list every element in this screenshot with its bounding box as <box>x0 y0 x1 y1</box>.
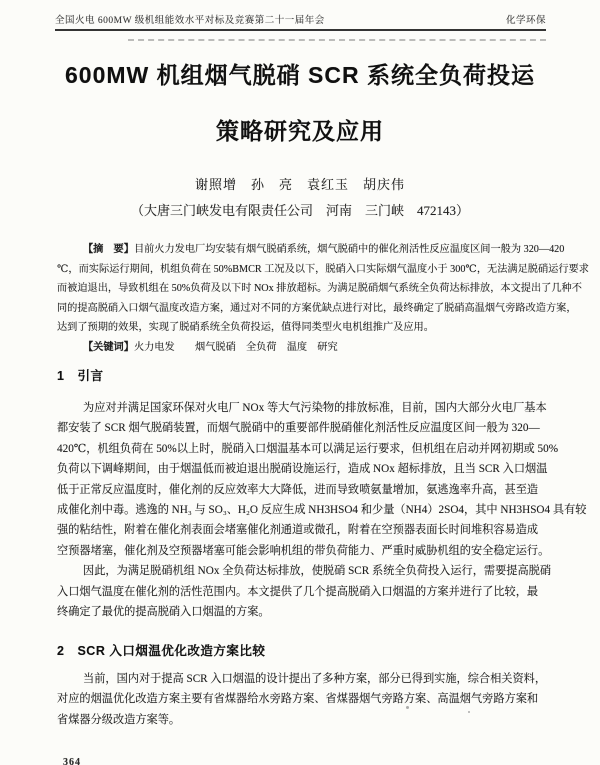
intro-paragraph-1 <box>57 398 587 561</box>
authors-line: 谢照增 孙 亮 袁红玉 胡庆伟 <box>194 177 405 192</box>
abstract-lines <box>57 260 589 338</box>
text-line: 终确定了最优的提高脱硝入口烟温的方案。 <box>57 606 270 619</box>
text-line: 低于正常反应温度时，催化剂的反应效率大大降低，进而导致喷氨量增加，氨逃逸率升高，甚至造 <box>57 483 539 496</box>
text-line: ℃，而实际运行期间，机组负荷在 50%BMCR 工况及以下，脱硝入口实际烟气温度小于 300℃，无法满足脱硝运行要求 <box>57 263 589 275</box>
section-2-heading: 2 SCR 入口烟温优化改造方案比较 <box>57 644 266 658</box>
text-line: 省煤器分级改造方案等。 <box>57 713 181 726</box>
keywords-text: 火力电发 烟气脱硝 全负荷 温度 研究 <box>133 341 338 353</box>
scan-speck <box>468 711 470 713</box>
abstract-first-line-text: 目前火力发电厂均安装有烟气脱硝系统，烟气脱硝中的催化剂活性反应温度区间一般为 320—420 <box>133 244 565 255</box>
page-header <box>55 12 546 26</box>
header-rule <box>55 29 546 31</box>
abstract-block <box>57 240 589 357</box>
text-line: 同的提高脱硝入口烟气温度改造方案，通过对不同的方案优缺点进行对比，最终确定了脱硝高温烟气旁路改造方案， <box>57 302 577 314</box>
text-line: 空预器堵塞，催化剂及空预器堵塞可能会影响机组的带负荷能力、严重时威胁机组的安全稳定运行。 <box>57 544 550 557</box>
page-number: 364 <box>63 757 81 765</box>
text-line: 对应的烟温优化改造方案主要有省煤器给水旁路方案、省煤器烟气旁路方案、高温烟气旁路方案和 <box>57 693 539 706</box>
text-line: 入口烟气温度在催化剂的活性范围内。本文提供了几个提高脱硝入口烟温的方案并进行了比较，最 <box>57 585 539 598</box>
section-1-body <box>57 398 587 622</box>
text-line: 成催化剂中毒。逃逸的 NH₃ 与 SO₃、H₂O 反应生成 NH3HSO4 和少量（NH4）2SO4，其中 NH3HSO4 具有较 <box>57 504 587 517</box>
scan-speck <box>406 706 409 709</box>
text-line: 都安装了 SCR 烟气脱硝装置，而烟气脱硝中的重要部件脱硝催化剂活性反应温度区间一般为 320— <box>57 422 540 435</box>
header-section-text: 化学环保 <box>505 16 546 26</box>
text-line: 而被迫退出，导致机组在 50%负荷及以下时 NOx 排放超标。为满足脱硝烟气系统全负荷达标排放，本文提出了几种不 <box>57 283 582 294</box>
abstract-first-line <box>57 240 565 260</box>
text-line: 420℃，机组负荷在 50%以上时，脱硝入口烟温基本可以满足运行要求，但机组在启动并网初期或 50% <box>57 442 559 455</box>
text-line: 强的粘结性，附着在催化剂表面会堵塞催化剂通道或微孔，附着在空预器表面长时间堆积容易造成 <box>57 524 539 537</box>
text-line: 为应对并满足国家环保对火电厂 NOx 等大气污染物的排放标准，目前，国内大部分火电厂基本 <box>83 402 547 414</box>
paper-title-line1: 600MW 机组烟气脱硝 SCR 系统全负荷投运 <box>65 62 535 88</box>
section-2-body <box>57 669 549 730</box>
text-line: 负荷以下调峰期间，由于烟温低而被迫退出脱硝设施运行，造成 NOx 超标排放，且当 SCR 入口烟温 <box>57 463 548 476</box>
abstract-label: 【摘 要】 <box>83 244 134 255</box>
text-line: 当前，国内对于提高 SCR 入口烟温的设计提出了多种方案，部分已得到实施，综合相关资料， <box>83 673 547 685</box>
paper-title-line2: 策略研究及应用 <box>216 118 384 144</box>
section-2-paragraph-1 <box>57 669 549 730</box>
keywords-label: 【关键词】 <box>83 341 134 353</box>
section-1-heading: 1 引言 <box>57 369 104 383</box>
text-line: 达到了预期的效果，实现了脱硝系统全负荷投运，值得同类型火电机组推广及应用。 <box>57 322 434 333</box>
keywords-line <box>57 338 549 358</box>
intro-paragraph-2 <box>57 561 552 622</box>
text-line: 因此，为满足脱硝机组 NOx 全负荷达标排放，使脱硝 SCR 系统全负荷投入运行，需要提高脱硝 <box>83 565 552 578</box>
affiliation-line: （大唐三门峡发电有限责任公司 河南 三门峡 472143） <box>130 203 469 218</box>
scan-artifact-dashes <box>128 39 546 41</box>
header-conference-text: 全国火电 600MW 级机组能效水平对标及竞赛第二十一届年会 <box>55 16 325 26</box>
